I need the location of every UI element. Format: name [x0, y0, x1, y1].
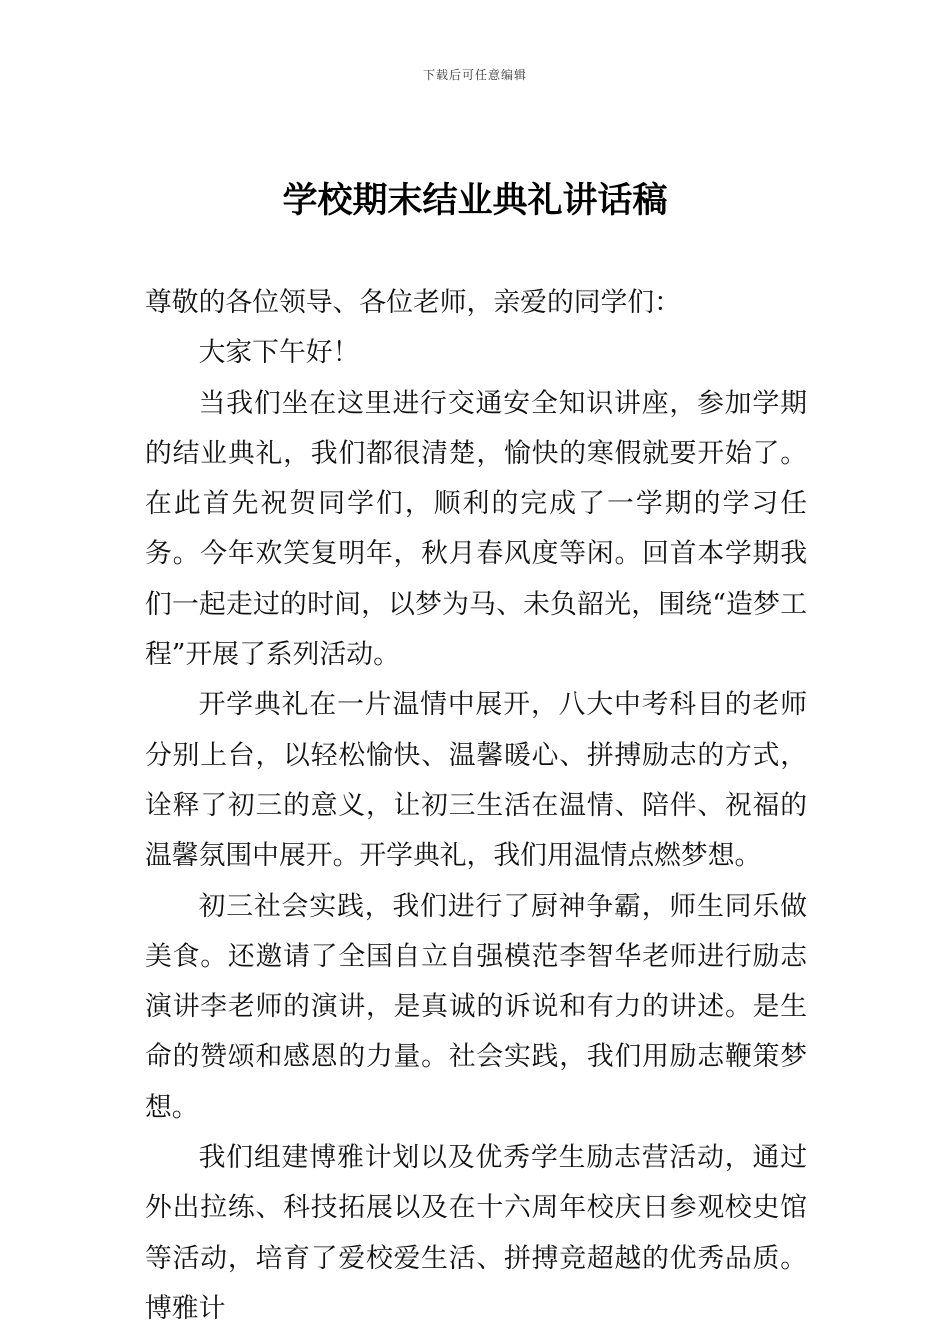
- paragraph-opening-ceremony: 开学典礼在一片温情中展开，八大中考科目的老师分别上台，以轻松愉快、温馨暖心、拼搏励志的方式，诠释了初三的意义，让初三生活在温情、陪伴、祝福的温馨氛围中展开。开学典礼，我们用温情点燃梦想。: [145, 689, 807, 872]
- paragraph-social-practice: 初三社会实践，我们进行了厨神争霸，师生同乐做美食。还邀请了全国自立自强模范李智华老师进行励志演讲李老师的演讲，是真诚的诉说和有力的讲述。是生命的赞颂和感恩的力量。社会实践，我们用励志鞭策梦想。: [145, 890, 807, 1123]
- paragraph-intro: 当我们坐在这里进行交通安全知识讲座，参加学期的结业典礼，我们都很清楚，愉快的寒假就要开始了。在此首先祝贺同学们，顺利的完成了一学期的学习任务。今年欢笑复明年，秋月春风度等闲。回首本学期我们一起走过的时间，以梦为马、未负韶光，围绕“造梦工程”开展了系列活动。: [145, 387, 807, 671]
- header-note: 下载后可任意编辑: [422, 68, 527, 82]
- paragraph-boya-plan: 我们组建博雅计划以及优秀学生励志营活动，通过外出拉练、科技拓展以及在十六周年校庆日参观校史馆等活动，培育了爱校爱生活、拼搏竞超越的优秀品质。博雅计: [145, 1142, 807, 1324]
- document-title: 学校期末结业典礼讲话稿: [282, 181, 668, 221]
- salutation: 尊敬的各位领导、各位老师，亲爱的同学们：: [145, 287, 681, 318]
- paragraph-greeting: 大家下午好！: [198, 337, 360, 369]
- document-body: [145, 278, 807, 1334]
